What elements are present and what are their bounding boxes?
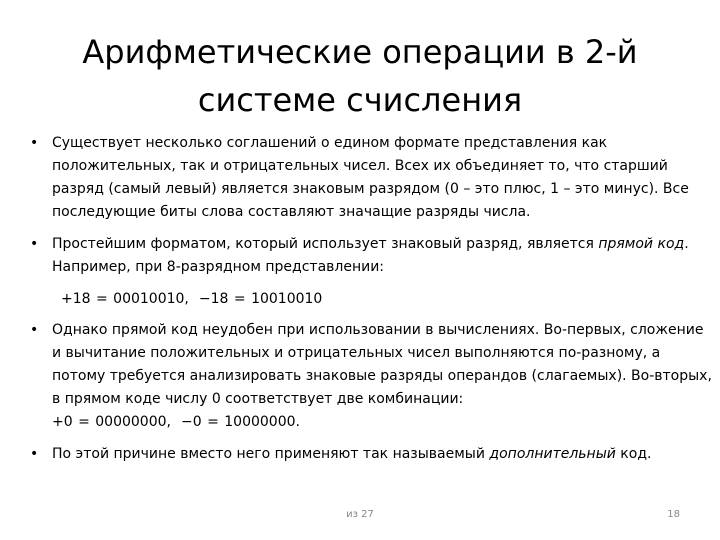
footer-page-number: 18 [667, 509, 680, 520]
example-direct-code [28, 288, 714, 311]
bullet-text-4-end: код. [615, 446, 652, 462]
bullet-dot-icon: • [30, 322, 39, 338]
bullet-item-3 [28, 319, 714, 434]
bullet-text-1: Существует несколько соглашений о едином формате представления как положительных, так и отрицательных чисел. Всех их объединяет то, что старший разряд (самый левый) является знаковым разрядом (0 – это плюс, 1 – это минус). Все последующие биты слова составляют значащие разряды числа. [52, 135, 689, 220]
bullet-dot-icon: • [30, 135, 39, 151]
term-direct-code: прямой код [598, 236, 685, 252]
example-minus-zero: −0 = 10000000. [180, 414, 300, 430]
example-plus-18: +18 = 00010010, [61, 291, 189, 307]
example-plus-zero: +0 = 00000000, [52, 414, 171, 430]
bullet-dot-icon: • [30, 236, 39, 252]
slide-body [28, 132, 714, 475]
title-line-1: Арифметические операции в 2-й [82, 33, 638, 71]
bullet-text-2-start: Простейшим форматом, который использует знаковый разряд, является [52, 236, 599, 252]
title-line-2: системе счисления [197, 81, 523, 119]
footer-total-pages: из 27 [346, 509, 374, 520]
bullet-text-3: Однако прямой код неудобен при использовании в вычислениях. Во-первых, сложение и вычитание положительных и отрицательных чисел выполняются по-разному, а потому требуется анализировать знаковые разряды операндов (слагаемых). Во-вторых, в прямом коде числу 0 соответствует две комбинации: [52, 322, 712, 407]
slide-title [40, 28, 680, 124]
bullet-dot-icon: • [30, 446, 39, 462]
bullet-item-1 [28, 132, 714, 224]
bullet-text-2-end: . Например, при 8-разрядном представлении: [52, 236, 689, 275]
term-complement-code: дополнительный [489, 446, 616, 462]
bullet-item-2 [28, 233, 714, 279]
bullet-text-4-start: По этой причине вместо него применяют так называемый [52, 446, 490, 462]
example-minus-18: −18 = 10010010 [198, 291, 323, 307]
bullet-item-4 [28, 443, 714, 466]
zero-representations [52, 411, 714, 434]
